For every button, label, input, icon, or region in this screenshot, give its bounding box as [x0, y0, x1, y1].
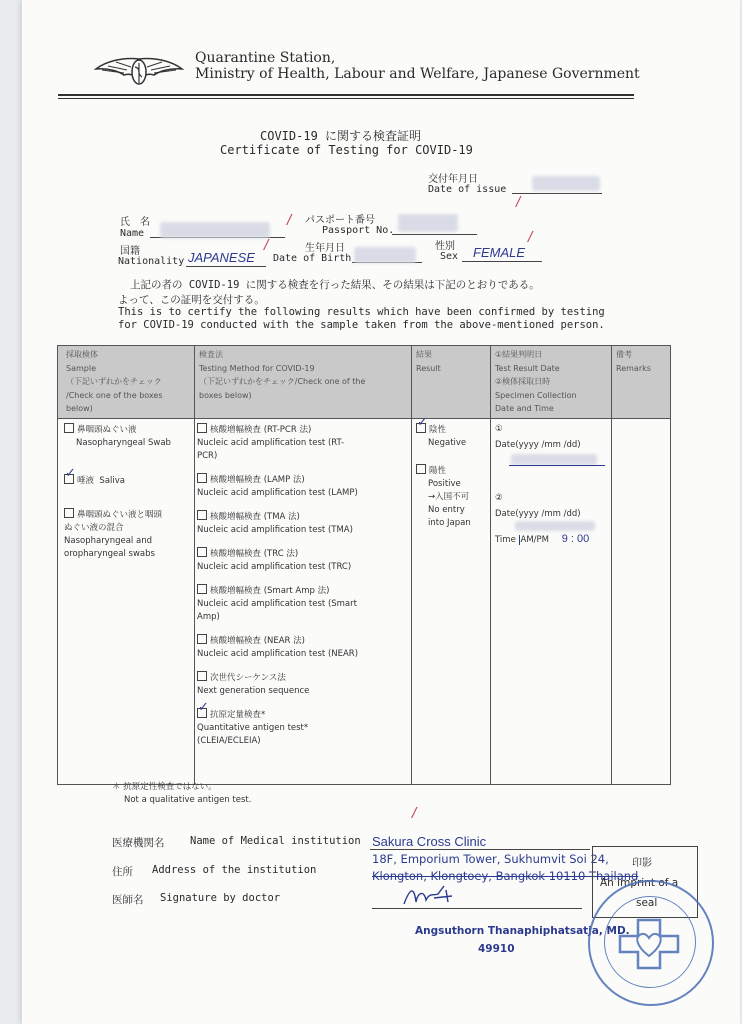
method-jp: 核酸増幅検査 (RT-PCR 法): [210, 424, 312, 435]
checkbox-checked: ✓: [64, 474, 74, 484]
red-check-mark: /: [516, 195, 521, 210]
result-header: [412, 346, 491, 419]
name-redacted: [160, 222, 270, 238]
date-mark-1: ①: [495, 423, 503, 434]
title-jp: COVID-19 に関する検査証明: [260, 129, 422, 143]
doctor-signature-line: [372, 908, 582, 909]
remarks-cell: [612, 418, 671, 784]
passport-line: [392, 234, 477, 235]
result-option-negative: [416, 414, 486, 450]
footnote-en: Not a qualitative antigen test.: [124, 795, 252, 805]
result-header-en: Result: [416, 363, 441, 373]
sample-cell: [58, 418, 195, 784]
sample-header: [58, 346, 195, 419]
address-line2: Klongton, Klongtoey, Bangkok 10110 Thailand: [372, 869, 639, 883]
date-header: [491, 346, 612, 419]
checkbox: [197, 671, 207, 681]
method-jp: 核酸増幅検査 (LAMP 法): [210, 474, 305, 485]
red-check-mark: /: [264, 238, 269, 253]
method-en: Quantitative antigen test*: [197, 722, 309, 733]
remarks-header-jp: 備考: [616, 350, 632, 359]
method-en2: Amp): [197, 611, 220, 622]
sample-header-jp: 採取検体: [66, 350, 98, 359]
remarks-header-en: Remarks: [616, 363, 651, 373]
institution-name-label-jp: 医療機関名: [112, 837, 165, 849]
red-check-mark: /: [287, 213, 292, 228]
sample-option-nasopharyngeal: [64, 423, 188, 450]
passport-redacted: [398, 214, 458, 232]
address-label-jp: 住所: [112, 866, 133, 878]
seal-label-en2: seal: [636, 897, 658, 909]
red-check-mark: /: [412, 806, 417, 821]
result-date-label: Date(yyyy /mm /dd): [495, 439, 581, 450]
time-label: Time: [495, 534, 516, 545]
method-jp: 核酸増幅検査 (TMA 法): [210, 511, 300, 522]
doctor-name: Angsuthorn Thanaphiphatsatja, MD.: [415, 925, 630, 937]
results-table: [57, 345, 671, 785]
collection-date-value: [495, 521, 607, 531]
sample-jp: 唾液: [77, 475, 95, 486]
clinic-stamp: [588, 880, 714, 1006]
date-header-en2: Specimen Collection: [495, 390, 577, 400]
dob-label-jp: 生年月日: [305, 243, 345, 254]
checkbox: [197, 634, 207, 644]
institution-name-label-en: Name of Medical institution: [190, 835, 361, 847]
sample-header-en: Sample: [66, 363, 96, 373]
method-jp: 核酸増幅検査 (TRC 法): [210, 548, 299, 559]
checkbox: [64, 423, 74, 433]
seal-label-en1: An imprint of a: [600, 877, 679, 889]
collection-date-label: Date(yyyy /mm /dd): [495, 508, 581, 519]
doctor-license: 49910: [478, 943, 515, 955]
sex-label-en: Sex: [440, 251, 459, 262]
sample-jp2: ぬぐい液の混合: [64, 522, 124, 533]
doctor-label-en: Signature by doctor: [160, 892, 281, 904]
date-header-en3: Date and Time: [495, 404, 554, 413]
sample-header-note3: below): [66, 404, 93, 413]
checkbox-checked: ✓: [197, 708, 207, 718]
checkbox: [197, 547, 207, 557]
date-header-jp2: ②検体採取日時: [495, 377, 551, 386]
method-en: Next generation sequence: [197, 685, 310, 696]
footnote-jp: ＊ 抗原定性検査ではない。: [112, 782, 217, 792]
method-option-ngs: [197, 671, 409, 698]
sample-en: Saliva: [99, 475, 125, 486]
method-en2: PCR): [197, 450, 218, 461]
sample-header-note: （下記いずれかをチェック: [66, 377, 162, 386]
sample-en: Nasopharyngeal Swab: [76, 437, 171, 448]
nationality-value: JAPANESE: [188, 250, 255, 265]
issue-date-line: [512, 193, 602, 194]
seal-label-jp: 印影: [632, 858, 652, 869]
result-header-jp: 結果: [416, 350, 432, 359]
result-positive-en: Positive: [428, 478, 461, 489]
intro-jp-line2: よって、この証明を交付する。: [118, 294, 265, 306]
header-org-line2: Ministry of Health, Labour and Welfare, Japanese Government: [195, 66, 640, 82]
checkbox: [64, 508, 74, 518]
result-negative-en: Negative: [428, 437, 467, 448]
method-en: Nucleic acid amplification test (RT-: [197, 437, 345, 448]
method-header-en: Testing Method for COVID-19: [199, 363, 315, 373]
method-en: Nucleic acid amplification test (TMA): [197, 524, 353, 535]
method-en: Nucleic acid amplification test (LAMP): [197, 487, 358, 498]
time-value: 9 : 00: [561, 532, 590, 545]
nationality-label-en: Nationality: [118, 256, 185, 267]
intro-jp-line1: 上記の者の COVID-19 に関する検査を行った結果、その結果は下記のとおりである。: [130, 279, 540, 291]
result-date-value: [495, 452, 607, 466]
result-cell: [412, 414, 491, 784]
title-en: Certificate of Testing for COVID-19: [220, 143, 473, 157]
am-pm-label: AM/PM: [520, 534, 549, 545]
quarantine-emblem-icon: [94, 55, 184, 89]
method-header: [195, 346, 412, 419]
method-jp: 核酸増幅検査 (NEAR 法): [210, 635, 305, 646]
method-en: Nucleic acid amplification test (TRC): [197, 561, 352, 572]
method-jp: 抗原定量検査*: [210, 709, 266, 720]
header-org-line1: Quarantine Station,: [195, 50, 336, 66]
doctor-signature: [400, 882, 460, 908]
header-rule: [58, 94, 634, 99]
result-positive-note-jp: →入国不可: [428, 491, 470, 502]
issue-label-en: Date of issue: [428, 184, 507, 195]
issue-label-jp: 交付年月日: [428, 174, 478, 185]
doctor-label-jp: 医師名: [112, 894, 144, 906]
sample-en: Nasopharyngeal and: [64, 535, 152, 546]
result-option-positive: [416, 464, 486, 530]
method-en: Nucleic acid amplification test (Smart: [197, 598, 357, 609]
method-header-jp: 検査法: [199, 350, 223, 359]
method-jp: 核酸増幅検査 (Smart Amp 法): [210, 585, 330, 596]
sample-en2: oropharyngeal swabs: [64, 548, 155, 559]
method-option-rt-pcr: [197, 423, 409, 463]
method-option-lamp: [197, 473, 409, 500]
table-body-row: [58, 418, 671, 784]
collection-time-row: [495, 533, 607, 547]
method-jp: 次世代シーケンス法: [210, 672, 286, 683]
date-cell: [491, 418, 612, 784]
checkbox: [197, 423, 207, 433]
checkbox: [197, 473, 207, 483]
date-header-jp1: ①結果判明日: [495, 350, 543, 359]
dob-label-en: Date of Birth: [273, 253, 352, 264]
method-option-near: [197, 634, 409, 661]
sample-header-note2: /Check one of the boxes: [66, 390, 163, 400]
sample-jp: 鼻咽頭ぬぐい液と咽頭: [77, 509, 163, 520]
nationality-line: [186, 266, 266, 267]
passport-label-en: Passport No.: [322, 225, 395, 236]
method-en: Nucleic acid amplification test (NEAR): [197, 648, 359, 659]
sample-option-saliva: [64, 465, 188, 488]
nationality-label-jp: 国籍: [120, 246, 140, 257]
result-negative-jp: 陰性: [429, 424, 447, 435]
address-line1: 18F, Emporium Tower, Sukhumvit Soi 24,: [372, 852, 609, 866]
date-mark-2: ②: [495, 492, 503, 503]
checkbox: [197, 584, 207, 594]
institution-name-value: Sakura Cross Clinic: [372, 834, 487, 849]
name-label-jp: 氏 名: [120, 217, 150, 228]
method-option-antigen: [197, 699, 409, 748]
address-label-en: Address of the institution: [152, 864, 317, 876]
result-positive-note-en2: into Japan: [428, 517, 471, 528]
name-label-en: Name: [120, 228, 145, 239]
method-en2: (CLEIA/ECLEIA): [197, 735, 261, 746]
institution-name-line: [370, 849, 590, 850]
remarks-header: [612, 346, 671, 419]
passport-label-jp: パスポート番号: [305, 215, 375, 226]
result-positive-note-en: No entry: [428, 504, 465, 515]
method-option-smart-amp: [197, 584, 409, 624]
date-header-en1: Test Result Date: [495, 363, 560, 373]
sample-option-mixed: [64, 508, 188, 561]
sex-label-jp: 性別: [435, 241, 455, 252]
result-positive-jp: 陽性: [429, 465, 447, 476]
method-cell: [195, 418, 412, 784]
checkbox: [416, 464, 426, 474]
method-option-tma: [197, 510, 409, 537]
checkbox: [197, 510, 207, 520]
table-header-row: [58, 346, 671, 419]
clinic-cross-logo-icon: [616, 916, 682, 972]
dob-redacted: [354, 247, 416, 263]
method-header-note: （下記いずれかをチェック/Check one of the: [199, 377, 366, 386]
intro-en-line2: for COVID-19 conducted with the sample taken from the above-mentioned person.: [118, 319, 605, 331]
issue-date-redacted: [532, 176, 600, 191]
sample-jp: 鼻咽頭ぬぐい液: [77, 424, 137, 435]
checkbox-checked: ✓: [416, 423, 426, 433]
method-header-note2: boxes below): [199, 390, 252, 400]
sex-value: FEMALE: [473, 245, 526, 260]
red-check-mark: /: [528, 230, 533, 245]
method-option-trc: [197, 547, 409, 574]
sex-line: [462, 261, 542, 262]
intro-en-line1: This is to certify the following results which have been confirmed by testing: [118, 306, 605, 318]
